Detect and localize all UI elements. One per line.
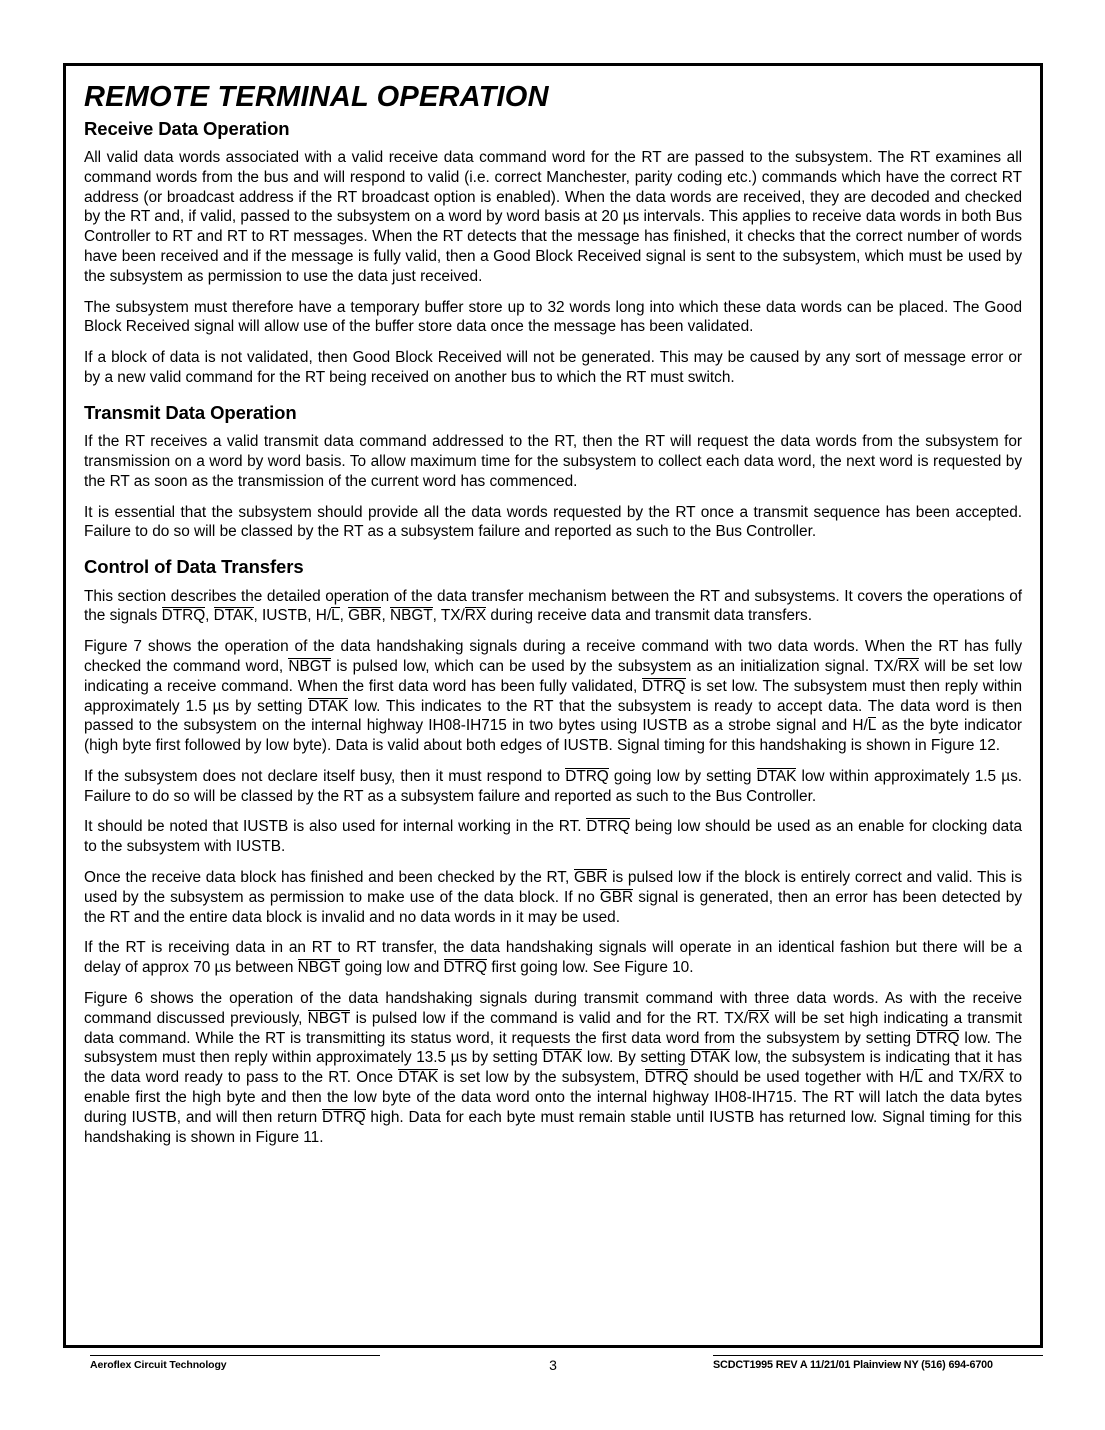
page-content-frame [63,63,1043,1348]
overlined-signal-name: RX [982,1069,1004,1087]
overlined-signal-name: DTRQ [443,959,488,977]
overlined-signal-name: L [867,717,877,735]
overlined-signal-name: RX [897,657,920,675]
overlined-signal-name: DTAK [542,1049,583,1067]
overlined-signal-name: DTAK [398,1069,439,1087]
overlined-signal-name: RX [748,1009,770,1027]
paragraph: All valid data words associated with a valid receive data command word for the RT are passed to the subsystem. The RT examines all command words from the bus and will respond to valid (i.e. correct Manchester, parity coding etc.) commands which have the correct RT address (or broadcast address if the RT broadcast option is enabled). When the data words are received, they are decoded and checked by the RT and, if valid, passed to the subsystem on a word by word basis at 20 µs intervals. This applies to receive data words in both Bus Controller to RT and RT to RT messages. When the RT detects that the message has finished, it checks that the correct number of words have been received and if the message is fully valid, then a Good Block Received signal is sent to the subsystem, which must be used by the subsystem as permission to use the data just received. [84,149,1022,285]
paragraph: If a block of data is not validated, then Good Block Received will not be generated. This may be caused by any sort of message error or by a new valid command for the RT being received on another bus to which the RT must switch. [84,349,1022,387]
overlined-signal-name: L [914,1069,923,1087]
footer-document-id: SCDCT1995 REV A 11/21/01 Plainview NY (516) 694-6700 [713,1355,1043,1371]
paragraph: It is essential that the subsystem should provide all the data words requested by the RT once a transmit sequence has been accepted. Failure to do so will be classed by the RT as a subsystem failure and reported as such to the Bus Controller. [84,503,1022,541]
overlined-signal-name: DTRQ [642,677,686,695]
paragraph: If the subsystem does not declare itself busy, then it must respond to DTRQ going low by setting DTAK low within approximately 1.5 µs. Failure to do so will be classed by the RT as a subsystem failure and reported as such to the Bus Controller. [84,767,1022,805]
paragraph: If the RT is receiving data in an RT to RT transfer, the data handshaking signals will operate in an identical fashion but there will be a delay of approx 70 µs between NBGT going low and DTRQ first going low. See Figure 10. [84,939,1022,977]
overlined-signal-name: GBR [348,607,382,625]
overlined-signal-name: DTRQ [565,767,609,785]
overlined-signal-name: DTAK [308,697,349,715]
paragraph: Figure 7 shows the operation of the data handshaking signals during a receive command with two data words. When the RT has fully checked the command word, NBGT is pulsed low, which can be used by the subsystem as an initialization signal. TX/RX will be set low indicating a receive command. When the first data word has been fully validated, DTRQ is set low. The subsystem must then reply within approximately 1.5 µs by setting DTAK low. This indicates to the RT that the subsystem is ready to accept data. The data word is then passed to the subsystem on the internal highway IH08-IH715 in two bytes using IUSTB as a strobe signal and H/L as the byte indicator (high byte first followed by low byte). Data is valid about both edges of IUSTB. Signal timing for this handshaking is shown in Figure 12. [84,638,1023,755]
footer-company-name: Aeroflex Circuit Technology [90,1355,380,1371]
overlined-signal-name: RX [464,607,487,625]
overlined-signal-name: NBGT [288,657,332,675]
overlined-signal-name: L [331,607,340,625]
paragraph: This section describes the detailed operation of the data transfer mechanism between the RT and subsystems. It covers the operations of the signals DTRQ, DTAK, IUSTB, H/L, GBR, NBGT, TX/RX during receive data and transmit data transfers. [84,587,1022,625]
overlined-signal-name: DTRQ [915,1029,960,1047]
overlined-signal-name: DTRQ [161,607,206,625]
footer-page-number: 3 [549,1357,557,1373]
overlined-signal-name: NBGT [307,1009,351,1027]
page-title: REMOTE TERMINAL OPERATION [84,81,549,113]
overlined-signal-name: NBGT [297,959,341,977]
overlined-signal-name: DTAK [690,1049,731,1067]
paragraph: If the RT receives a valid transmit data command addressed to the RT, then the RT will request the data words from the subsystem for transmission on a word by word basis. To allow maximum time for the subsystem to collect each data word, the next word is requested by the RT as soon as the transmission of the current word has commenced. [84,433,1022,490]
heading-control-of-data-transfers: Control of Data Transfers [84,556,304,578]
overlined-signal-name: NBGT [389,607,433,625]
overlined-signal-name: DTRQ [586,818,630,836]
overlined-signal-name: DTAK [756,767,797,785]
overlined-signal-name: DTRQ [322,1108,366,1126]
heading-receive-data-operation: Receive Data Operation [84,117,290,139]
overlined-signal-name: DTRQ [644,1069,689,1087]
paragraph: Once the receive data block has finished and been checked by the RT, GBR is pulsed low if the block is entirely correct and valid. This is used by the subsystem as permission to make use of the data block. If no GBR signal is generated, then an error has been detected by the RT and the entire data block is invalid and no data words in it may be used. [84,869,1023,926]
paragraph: Figure 6 shows the operation of the data handshaking signals during transmit command with three data words. As with the receive command discussed previously, NBGT is pulsed low if the command is valid and for the RT. TX/RX will be set high indicating a transmit data command. While the RT is transmitting its status word, it requests the first data word from the subsystem by setting DTRQ low. The subsystem must then reply within approximately 13.5 µs by setting DTAK low. By setting DTAK low, the subsystem is indicating that it has the data word ready to pass to the RT. Once DTAK is set low by the subsystem, DTRQ should be used together with H/L and TX/RX to enable first the high byte and then the low byte of the data word onto the internal highway IH08-IH715. The RT will latch the data bytes during IUSTB, and will then return DTRQ high. Data for each byte must remain stable until IUSTB has returned low. Signal timing for this handshaking is shown in Figure 11. [84,990,1023,1146]
overlined-signal-name: GBR [599,888,634,906]
overlined-signal-name: GBR [574,869,608,887]
paragraph: It should be noted that IUSTB is also used for internal working in the RT. DTRQ being low should be used as an enable for clocking data to the subsystem with IUSTB. [84,818,1022,856]
overlined-signal-name: DTAK [213,607,254,625]
paragraph: The subsystem must therefore have a temporary buffer store up to 32 words long into which these data words can be placed. The Good Block Received signal will allow use of the buffer store data once the message has been validated. [84,298,1022,336]
heading-transmit-data-operation: Transmit Data Operation [84,401,297,423]
page-footer [63,1355,1043,1395]
